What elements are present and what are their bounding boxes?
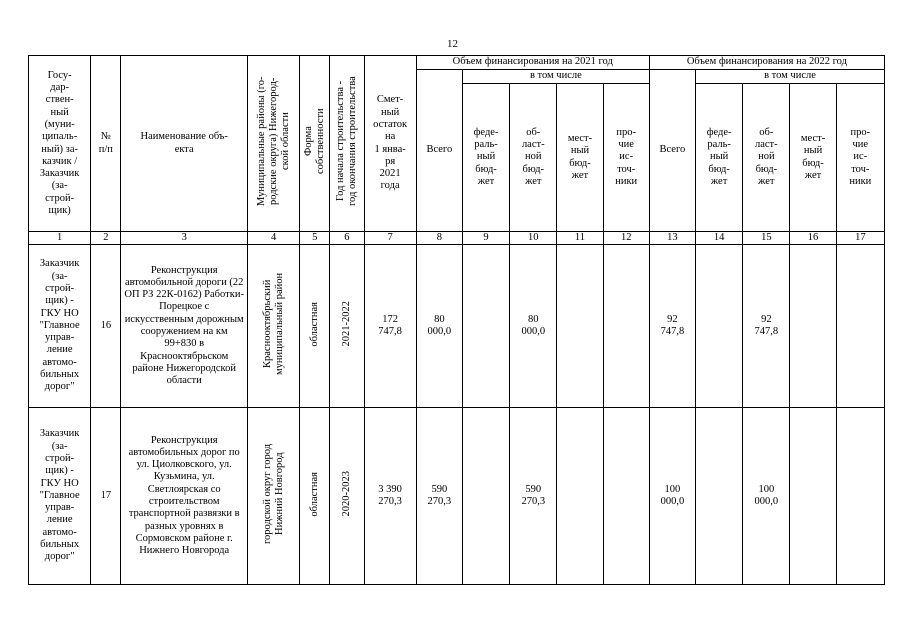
header-total-2021: Всего [416,70,462,232]
column-number: 8 [416,232,462,245]
row-federal-2022 [696,245,743,408]
row-object-name: Реконструкция автомобильной дороги (22 ОП РЗ 22К-0162) Работки-Порецкое с искусственным дорожным сооружением на км 99+830 в Краснооктябрьском районе Нижегородской области [121,245,248,408]
header-fin-2021: Объем финансирования на 2021 год [416,56,649,70]
row-total-2021: 590 270,3 [416,408,462,585]
investment-table [28,55,885,585]
column-number: 11 [557,232,603,245]
header-ownership: Форма собственности [300,56,330,232]
column-number: 13 [649,232,695,245]
table-row [29,408,885,585]
row-federal-2022 [696,408,743,585]
row-years: 2020-2023 [330,408,364,585]
column-number: 1 [29,232,91,245]
header-other-2022: про- чие ис- точ- ники [836,84,884,232]
header-local-2021: мест- ный бюд- жет [557,84,603,232]
column-number: 4 [247,232,299,245]
row-other-2022 [836,408,884,585]
header-municipality: Муниципальные районы (го- родские округа) Нижегород- ской области [247,56,299,232]
page-number: 12 [447,38,458,50]
row-other-2021 [603,245,649,408]
row-years: 2021-2022 [330,245,364,408]
row-ownership: областная [300,245,330,408]
row-municipality: городской округ город Нижний Новгород [247,408,299,585]
header-federal-2022: феде- раль- ный бюд- жет [696,84,743,232]
row-local-2022 [790,245,836,408]
row-customer: Заказчик (за- строй- щик) - ГКУ НО "Главное управ- ление автомо- бильных дорог" [29,245,91,408]
row-object-name: Реконструкция автомобильных дорог по ул. Циолковского, ул. Кузьмина, ул. Светлоярская со строительством транспортной развязки в разных уровнях в Сормовском районе г. Нижнего Новгорода [121,408,248,585]
row-regional-2021: 590 270,3 [510,408,557,585]
row-other-2021 [603,408,649,585]
row-num: 16 [91,245,121,408]
column-number: 6 [330,232,364,245]
header-years: Год начала строительства - год окончания строительства [330,56,364,232]
row-total-2022: 92 747,8 [649,245,695,408]
row-total-2022: 100 000,0 [649,408,695,585]
row-federal-2021 [462,408,509,585]
row-num: 17 [91,408,121,585]
row-remaining: 172 747,8 [364,245,416,408]
column-number: 17 [836,232,884,245]
header-total-2022: Всего [649,70,695,232]
column-number: 10 [510,232,557,245]
column-number: 9 [462,232,509,245]
header-object-name: Наименование объ- екта [121,56,248,232]
column-number: 5 [300,232,330,245]
header-remaining: Смет- ный остаток на 1 янва- ря 2021 года [364,56,416,232]
column-number: 15 [743,232,790,245]
header-regional-2022: об- ласт- ной бюд- жет [743,84,790,232]
row-municipality: Краснооктябрьский муниципальный район [247,245,299,408]
row-regional-2022: 92 747,8 [743,245,790,408]
row-regional-2022: 100 000,0 [743,408,790,585]
row-total-2021: 80 000,0 [416,245,462,408]
row-local-2022 [790,408,836,585]
row-local-2021 [557,245,603,408]
header-including-2022: в том числе [696,70,885,84]
row-local-2021 [557,408,603,585]
row-ownership: областная [300,408,330,585]
table-row [29,245,885,408]
header-local-2022: мест- ный бюд- жет [790,84,836,232]
row-remaining: 3 390 270,3 [364,408,416,585]
header-federal-2021: феде- раль- ный бюд- жет [462,84,509,232]
header-fin-2022: Объем финансирования на 2022 год [649,56,884,70]
row-other-2022 [836,245,884,408]
header-num: № п/п [91,56,121,232]
column-number: 16 [790,232,836,245]
header-other-2021: про- чие ис- точ- ники [603,84,649,232]
column-number: 12 [603,232,649,245]
header-regional-2021: об- ласт- ной бюд- жет [510,84,557,232]
column-number: 3 [121,232,248,245]
header-customer: Госу- дар- ствен- ный (муни- ципаль- ный) за- казчик / Заказчик (за- строй- щик) [29,56,91,232]
column-number: 7 [364,232,416,245]
row-customer: Заказчик (за- строй- щик) - ГКУ НО "Главное управ- ление автомо- бильных дорог" [29,408,91,585]
column-number: 14 [696,232,743,245]
row-regional-2021: 80 000,0 [510,245,557,408]
row-federal-2021 [462,245,509,408]
header-including-2021: в том числе [462,70,649,84]
column-number: 2 [91,232,121,245]
